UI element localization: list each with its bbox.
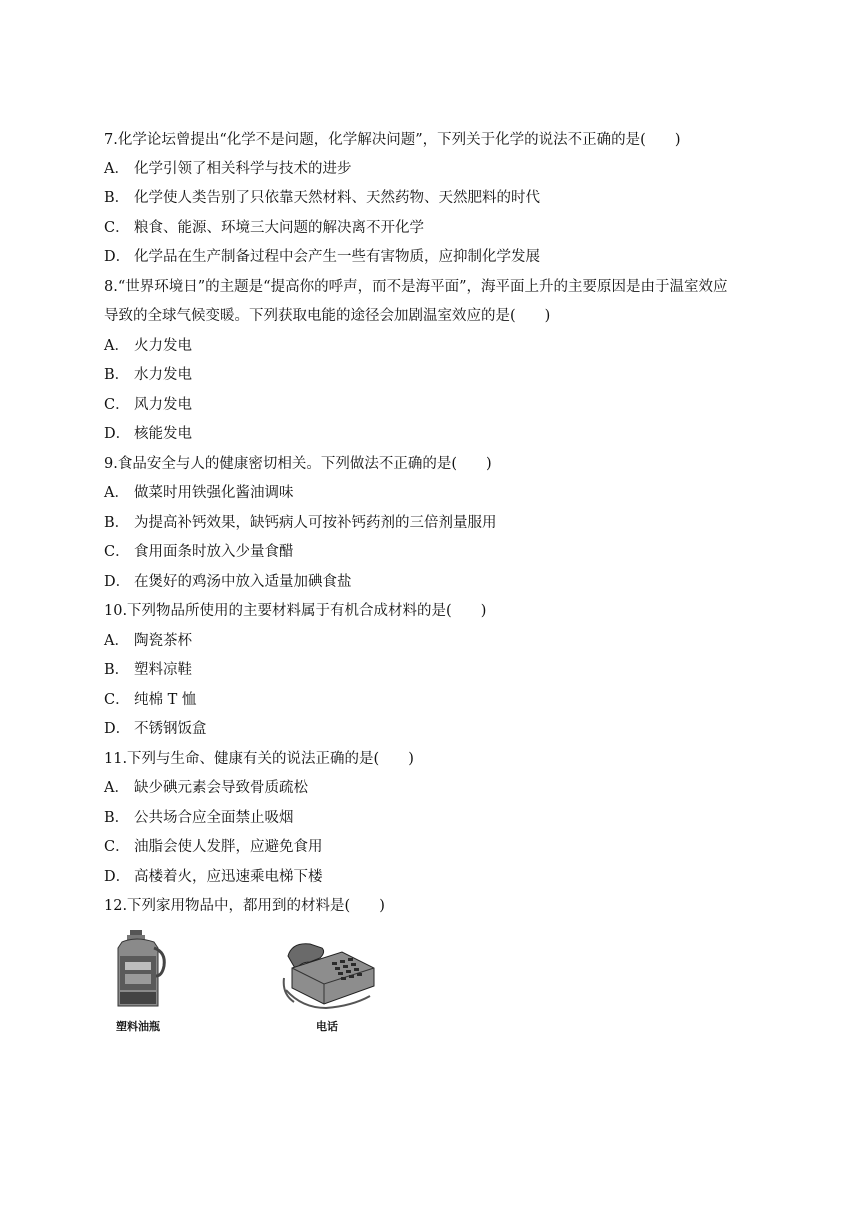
telephone-caption: 电话 (316, 1020, 338, 1033)
question-8-option-a: A． 火力发电 (104, 338, 192, 354)
question-7-option-b: B． 化学使人类告别了只依靠天然材料、天然药物、天然肥料的时代 (104, 190, 540, 206)
question-9-option-d: D． 在煲好的鸡汤中放入适量加碘食盐 (104, 574, 352, 590)
question-7-option-d: D． 化学品在生产制备过程中会产生一些有害物质，应抑制化学发展 (104, 249, 540, 265)
question-11-option-a: A． 缺少碘元素会导致骨质疏松 (104, 780, 308, 796)
question-7-stem: 7.化学论坛曾提出“化学不是问题，化学解决问题”，下列关于化学的说法不正确的是( ) (104, 132, 681, 148)
question-9-stem: 9.食品安全与人的健康密切相关。下列做法不正确的是( ) (104, 456, 492, 472)
question-7-option-a: A． 化学引领了相关科学与技术的进步 (104, 161, 352, 177)
question-9-option-c: C． 食用面条时放入少量食醋 (104, 544, 294, 560)
question-7-option-c: C． 粮食、能源、环境三大问题的解决离不开化学 (104, 220, 424, 236)
question-10-option-d: D． 不锈钢饭盒 (104, 721, 207, 737)
question-11-option-d: D． 高楼着火，应迅速乘电梯下楼 (104, 869, 323, 885)
question-8-option-d: D． 核能发电 (104, 426, 192, 442)
question-9-option-a: A． 做菜时用铁强化酱油调味 (104, 485, 294, 501)
question-11-stem: 11.下列与生命、健康有关的说法正确的是( ) (104, 751, 414, 767)
question-8-option-b: B． 水力发电 (104, 367, 192, 383)
oil-bottle-caption: 塑料油瓶 (116, 1020, 160, 1033)
question-8-stem-line-2: 导致的全球气候变暖。下列获取电能的途径会加剧温室效应的是( ) (104, 308, 551, 324)
question-8-stem-line-1: 8.“世界环境日”的主题是“提高你的呼声，而不是海平面”，海平面上升的主要原因是由于温室效应 (104, 279, 728, 295)
question-10-option-b: B． 塑料凉鞋 (104, 662, 192, 678)
question-11-option-b: B． 公共场合应全面禁止吸烟 (104, 810, 294, 826)
question-11-option-c: C． 油脂会使人发胖，应避免食用 (104, 839, 323, 855)
question-9-option-b: B． 为提高补钙效果，缺钙病人可按补钙药剂的三倍剂量服用 (104, 515, 497, 531)
question-10-option-a: A． 陶瓷茶杯 (104, 633, 192, 649)
oil-bottle-icon (114, 926, 170, 1012)
telephone-icon (282, 938, 378, 1012)
question-10-stem: 10.下列物品所使用的主要材料属于有机合成材料的是( ) (104, 603, 487, 619)
question-12-stem: 12.下列家用物品中，都用到的材料是( ) (104, 898, 385, 914)
question-8-option-c: C． 风力发电 (104, 397, 192, 413)
question-10-option-c: C． 纯棉 T 恤 (104, 692, 197, 708)
